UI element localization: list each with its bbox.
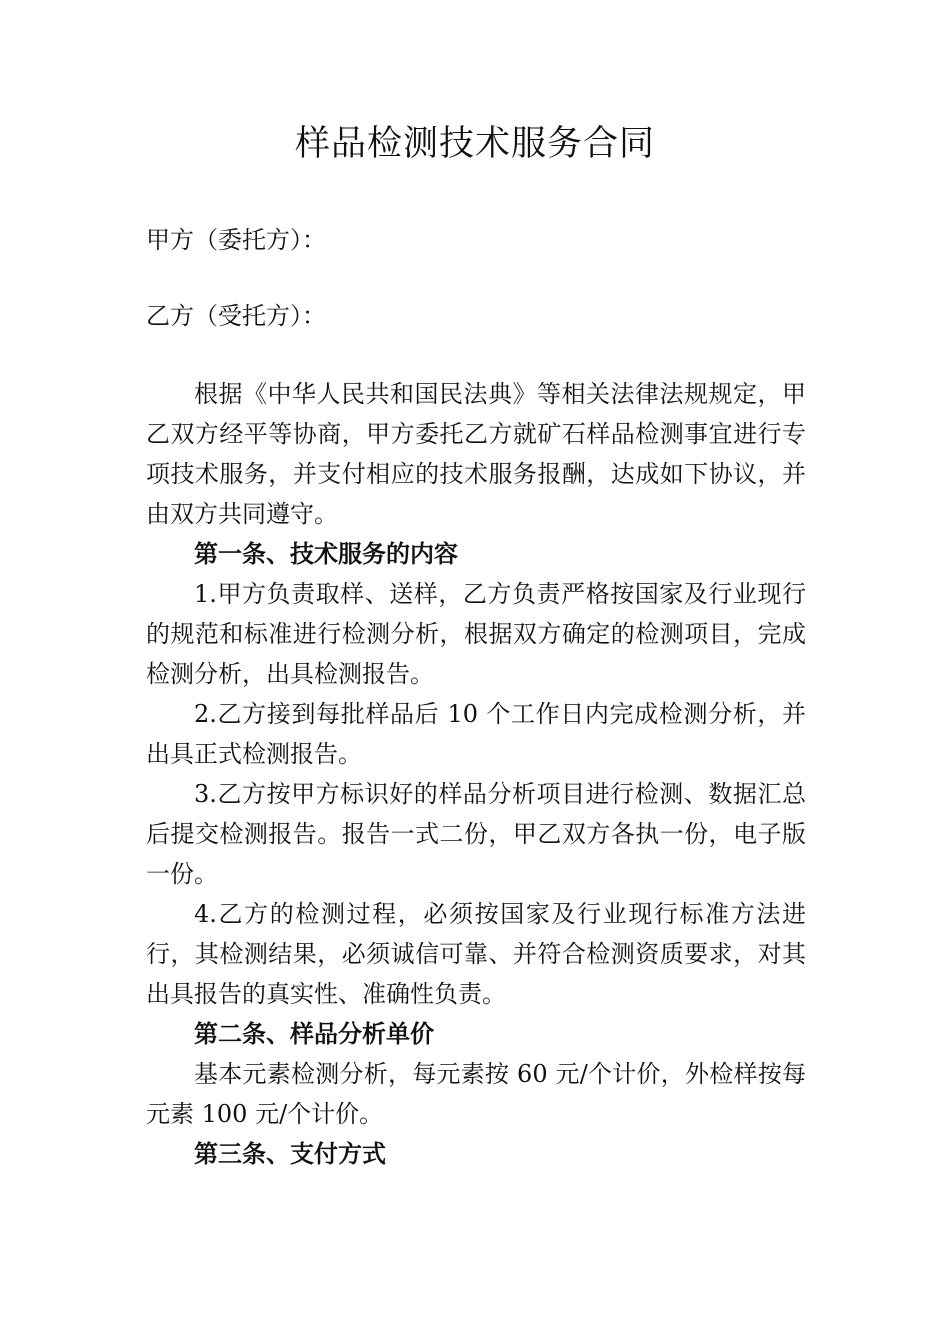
- article-1-item-4: 4.乙方的检测过程，必须按国家及行业现行标准方法进行，其检测结果，必须诚信可靠、并符合检测资质要求，对其出具报告的真实性、准确性负责。: [146, 900, 806, 1008]
- article-1-item-1: 1.甲方负责取样、送样，乙方负责严格按国家及行业现行的规范和标准进行检测分析，根据双方确定的检测项目，完成检测分析，出具检测报告。: [146, 580, 806, 688]
- article-1-item-2: 2.乙方接到每批样品后 10 个工作日内完成检测分析，并出具正式检测报告。: [146, 700, 806, 768]
- article-2-heading: 第二条、样品分析单价: [194, 1019, 434, 1048]
- article-1-item-3: 3.乙方按甲方标识好的样品分析项目进行检测、数据汇总后提交检测报告。报告一式二份，甲乙双方各执一份，电子版一份。: [146, 780, 806, 888]
- article-2-text: 基本元素检测分析，每元素按 60 元/个计价，外检样按每元素 100 元/个计价。: [146, 1060, 806, 1128]
- document-title: 样品检测技术服务合同: [294, 124, 655, 164]
- article-3-heading: 第三条、支付方式: [194, 1139, 386, 1168]
- contract-body: [146, 374, 806, 1174]
- preamble-paragraph: 根据《中华人民共和国民法典》等相关法律法规规定，甲乙双方经平等协商，甲方委托乙方就矿石样品检测事宜进行专项技术服务，并支付相应的技术服务报酬，达成如下协议，并由双方共同遵守。: [146, 380, 806, 528]
- party-b-line: 乙方（受托方）：: [146, 302, 326, 330]
- party-a-line: 甲方（委托方）：: [146, 226, 326, 254]
- article-1-heading: 第一条、技术服务的内容: [194, 539, 458, 568]
